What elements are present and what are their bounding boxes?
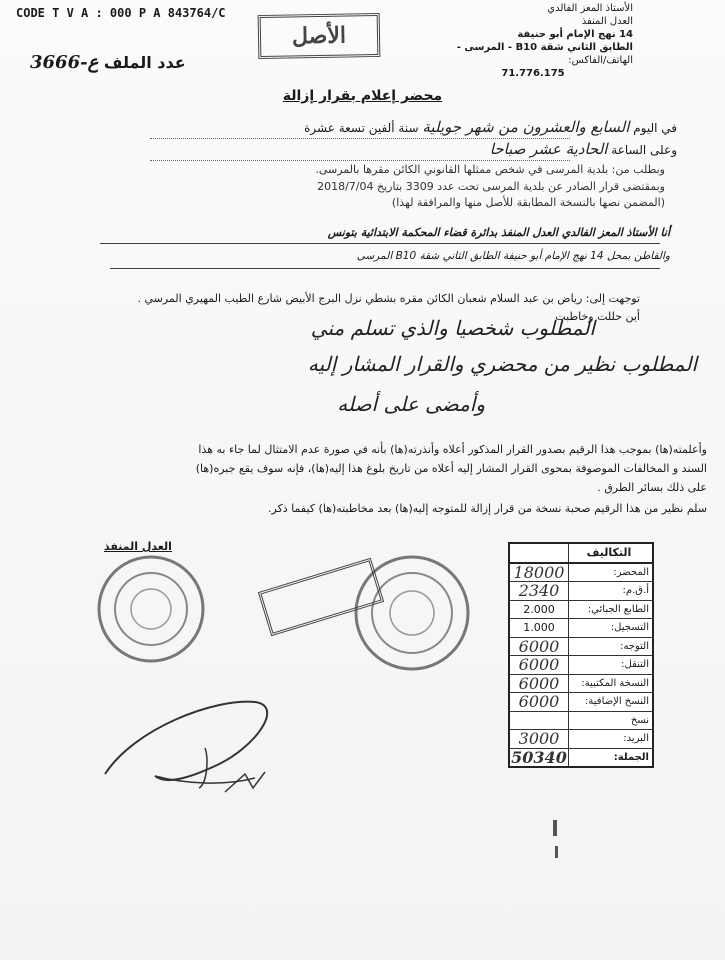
table-row: 6000 النسخة المكتبية: <box>510 675 652 694</box>
phone-number: 71.776.175 <box>501 68 565 79</box>
recipient-line: توجهت إلى: رياض بن عبد السلام شعبان الكائن مقره بشطي نزل البرج الأبيض شارع الطيب المهيري المرسي . <box>137 292 640 305</box>
signature-label: العدل المنفذ <box>104 540 172 553</box>
document-title: محضر إعلام بقرار إزالة <box>282 88 443 104</box>
table-row-total: 50340 الجملة: <box>511 747 649 767</box>
handwritten-line-2: المطلوب نظير من محضري والقرار المشار إليه <box>307 352 697 376</box>
table-row: 6000 التوجه: <box>510 638 652 657</box>
margin-mark <box>553 820 557 836</box>
table-row: 6000 النسخ الإضافية: <box>510 693 652 712</box>
table-row: نسخ <box>510 712 652 731</box>
table-row: 6000 التنقل: <box>510 656 652 675</box>
signature-scribble-icon <box>95 688 295 808</box>
handwritten-line-3: وأمضى على أصله <box>337 392 485 416</box>
table-row: 2340 أ.ق.م: <box>510 582 652 601</box>
bailiff-line-1: أنا الأستاذ المعز الفالدي العدل المنفذ بدائرة قضاء المحكمة الابتدائية بتونس <box>327 226 670 239</box>
date-line: في اليوم السابع والعشرون من شهر جويلية سنة ألفين تسعة عشرة <box>304 118 677 136</box>
requester-line: وبطلب من: بلدية المرسى في شخص ممثلها القانوني الكائن مقرها بالمرسى. <box>315 163 665 176</box>
table-row: 1.000 التسجيل: <box>510 619 652 638</box>
file-number: ع-3666 <box>30 52 99 73</box>
file-number-row: عدد الملف ع-3666 <box>30 52 186 73</box>
attachment-note: (المضمن نصها بالنسخة المطابقة للأصل منها والمرافقة لهذا) <box>391 196 665 209</box>
decision-reference-line: وبمقتضى قرار الصادر عن بلدية المرسى تحت عدد 3309 بتاريخ 2018/7/04 <box>317 180 665 193</box>
time-line: وعلى الساعة الحادية عشر صباحا <box>489 140 677 158</box>
office-address: الأستاذ المعز الفالدي العدل المنفذ 14 نهج الإمام أبو حنيفة الطابق الثاني شقة B10 - المرسى - الهاتف/الفاكس: 71.776.175 <box>433 2 633 80</box>
handwritten-date: السابع والعشرون من شهر جويلية <box>422 118 630 136</box>
table-row: 3000 البريد: <box>510 730 652 749</box>
code-tva: CODE T V A : 000 P A 843764/C <box>16 6 226 20</box>
table-row: 18000 المحضر: <box>510 564 652 583</box>
table-row: 2.000 الطابع الجبائي: <box>510 601 652 620</box>
notice-paragraph: وأعلمته(ها) بموجب هذا الرقيم بصدور القرار المذكور أعلاه وأنذرته(ها) بأنه في صورة عدم الامتثال لما جاء به هذا السند و المخالفات الموصوفة بمحوى القرار المشار إليه أعلاه من تاريخ بلوغ هذا إليه(ها)، فإنه سوف يقع جبره(ها) على ذلك بسائر الطرق . <box>195 443 707 494</box>
original-stamp: الأصل <box>258 13 381 59</box>
addressee-label: أين حللت وخاطبت <box>555 310 640 323</box>
handwritten-time: الحادية عشر صباحا <box>489 140 608 158</box>
closing-line: سلم نظير من هذا الرقيم صحبة نسخة من قرار إزالة للمتوجه إليه(ها) بعد مخاطبته(ها) كيفما ذكر. <box>268 502 707 515</box>
handwritten-line-1: المطلوب شخصيا والذي تسلم مني <box>310 316 595 340</box>
costs-table-header: التكاليف <box>510 544 652 564</box>
costs-table <box>508 542 654 768</box>
bailiff-line-2: والقاطن بمحل 14 نهج الإمام أبو حنيفة الطابق الثاني شقة B10 المرسى <box>356 250 670 262</box>
round-stamp-1-icon <box>95 553 207 665</box>
margin-mark <box>555 846 558 858</box>
